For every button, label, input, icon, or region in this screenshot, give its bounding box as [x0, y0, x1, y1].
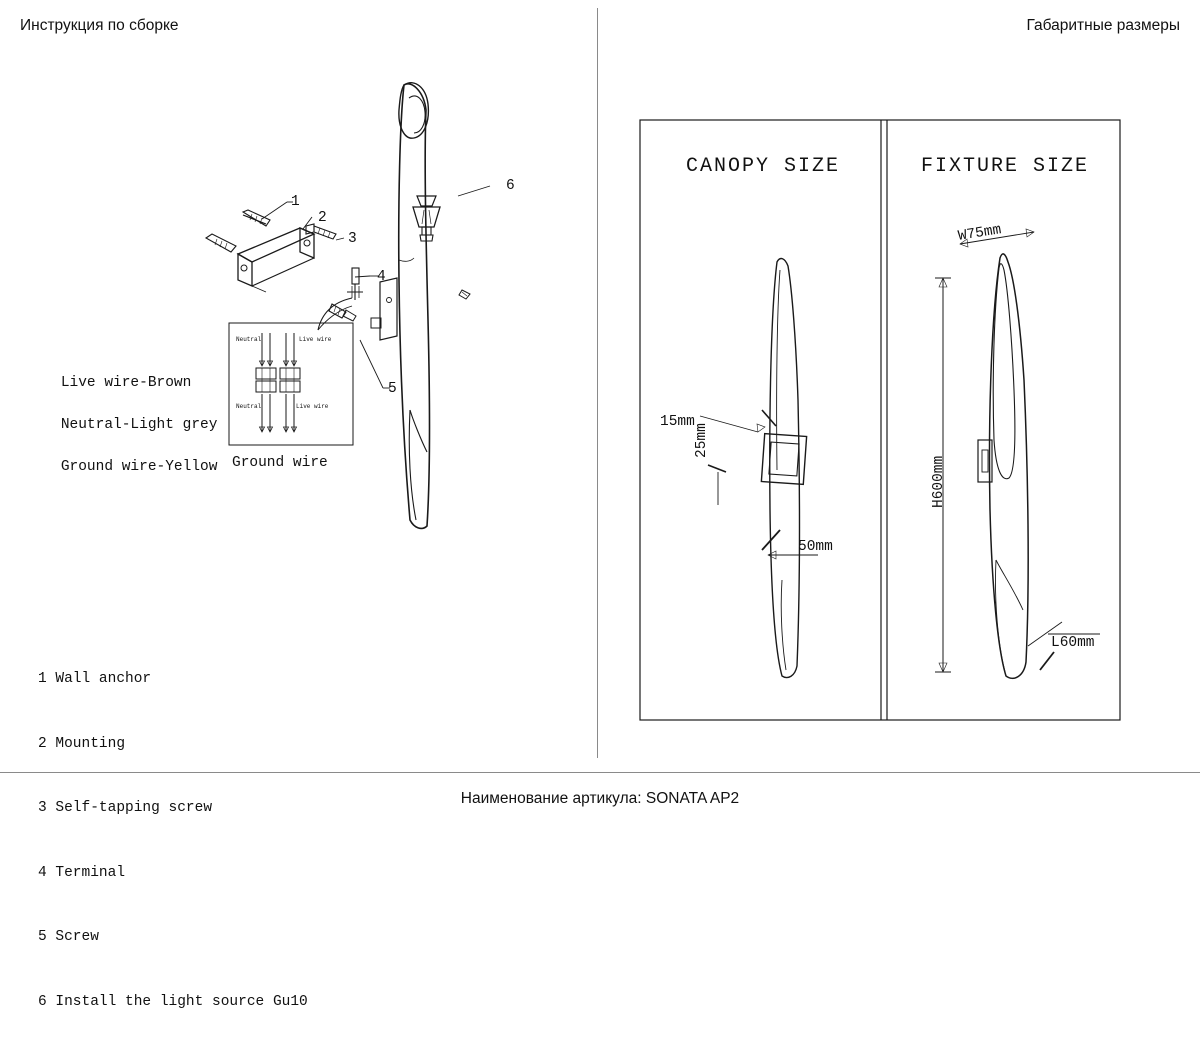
body-side-screw: [459, 290, 470, 299]
parts-list-item: 2 Mounting: [38, 735, 126, 752]
canopy-depth-dim: 25mm: [694, 423, 710, 458]
fixture-back-plate: [371, 278, 397, 340]
fixture-height-dim: H600mm: [931, 455, 947, 508]
callout-leader-lines: [262, 186, 490, 388]
wire-legend-line-3: Ground wire-Yellow: [60, 459, 218, 475]
ground-wire-caption: Ground wire: [232, 455, 328, 471]
wire-legend-line-1: Live wire-Brown: [60, 375, 192, 391]
wall-mounting-bracket: [238, 228, 314, 292]
callout-5: 5: [388, 381, 397, 397]
callout-1: 1: [291, 194, 300, 210]
terminal-part: [347, 268, 363, 300]
fixture-projection-dim: L60mm: [1051, 635, 1095, 651]
callout-2: 2: [318, 210, 327, 226]
dimensions-diagram: [630, 110, 1190, 750]
dimension-frame: [640, 120, 1120, 720]
parts-list: [38, 626, 308, 1056]
fixture-size-drawing: [935, 229, 1100, 678]
canopy-size-drawing: [700, 259, 818, 678]
parts-list-item: 6 Install the light source Gu10: [38, 993, 308, 1010]
callout-4: 4: [377, 269, 386, 285]
wire-legend-line-2: Neutral-Light grey: [60, 417, 218, 433]
page-title-right: Габаритные размеры: [1026, 17, 1180, 34]
terminal-label-neutral-top: Neutral: [236, 336, 262, 343]
parts-list-item: 3 Self-tapping screw: [38, 800, 213, 816]
fixture-body-illustration: [399, 83, 430, 529]
article-name-footer: Наименование артикула: SONATA AP2: [460, 790, 740, 807]
page-title-left: Инструкция по сборке: [20, 17, 179, 34]
callout-3: 3: [348, 231, 357, 247]
parts-list-item: 5 Screw: [38, 929, 99, 945]
parts-list-item: 1 Wall anchor: [38, 671, 152, 687]
fixture-size-title: FIXTURE SIZE: [921, 155, 1090, 178]
callout-6: 6: [506, 178, 515, 194]
terminal-label-live-bottom: Live wire: [296, 403, 329, 410]
fixture-width-dim: W75mm: [957, 222, 1003, 245]
terminal-label-neutral-bottom: Neutral: [236, 403, 262, 410]
canopy-width-dim: 15mm: [660, 414, 695, 430]
parts-list-item: 4 Terminal: [38, 864, 126, 881]
terminal-label-live-top: Live wire: [299, 336, 332, 343]
self-tapping-screw-part: [306, 224, 336, 239]
canopy-rect-inner: [769, 442, 799, 476]
canopy-length-dim: 50mm: [798, 539, 833, 555]
wire-color-legend: [26, 352, 217, 499]
wall-anchor-parts: [206, 210, 270, 252]
canopy-size-title: CANOPY SIZE: [686, 155, 841, 178]
